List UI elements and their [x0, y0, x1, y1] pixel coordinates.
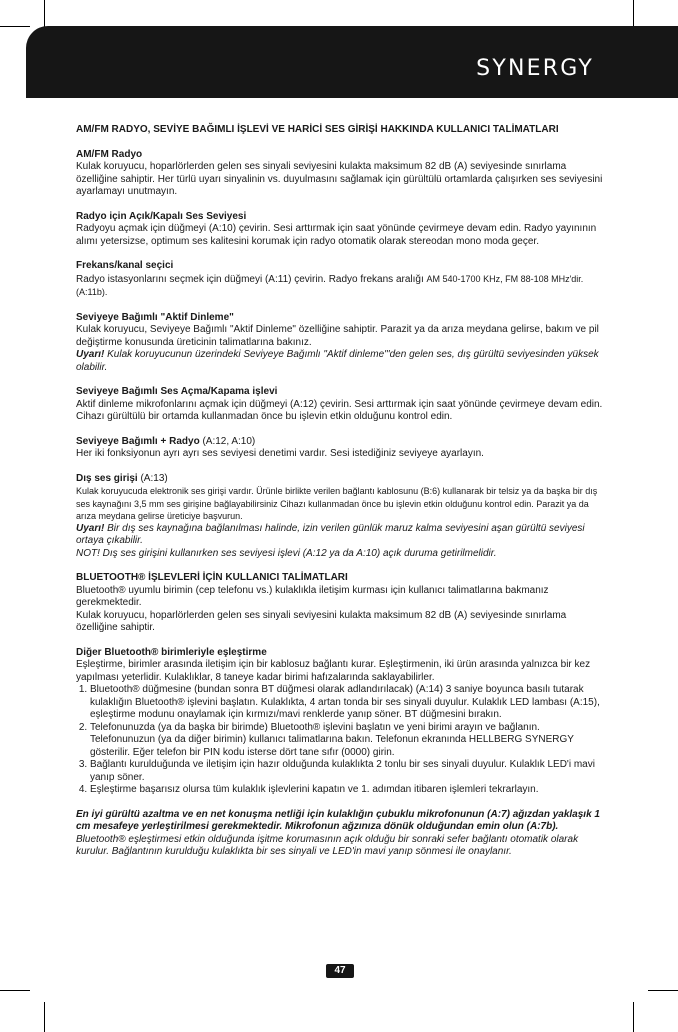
- emphasis-text: En iyi gürültü azaltma ve en net konuşma netliği için kulaklığın çubuklu mikrofonunun (A:7) ağızdan yaklaşık 1 cm mesafeye yerleştirilmesi gerekmektedir. Mikrofonun ağzınıza dönük olduğundan emin olun (A:7b).: [76, 808, 600, 832]
- section-text: [76, 273, 606, 300]
- section-text: Kulak koruyucuda elektronik ses girişi vardır. Ürünle birlikte verilen bağlantı kablosunu (B:6) kullanarak bir telsiz ya da başka bir dış ses kaynağını 3,5 mm ses girişine bağlayabilirsiniz Cihazı kullanmadan önce bu işlevin etkin olduğunu kontrol edin. Parazit ya da arıza meydana gelirse üreticiye başvurun.: [76, 486, 598, 521]
- section-text: Bluetooth® uyumlu birimin (cep telefonu vs.) kulaklıkla iletişim kurması için kullanıcı talimatlarına bakmanız gerekmektedir.: [76, 584, 549, 608]
- italic-text: Bluetooth® eşleştirmesi etkin olduğunda işitme korumasının açık olduğu bir sonraki sefer bağlantı otomatik olarak kurulur. Bağlantının kurulduğu kulaklıkta bir ses sinyali ve LED'in mavi yanıp sönmesi ile onaylanır.: [76, 833, 579, 857]
- section-frequency: [76, 260, 606, 300]
- note-text: NOT! Dış ses girişini kullanırken ses seviyesi işlevi (A:12 ya da A:10) açık duruma getirilmelidir.: [76, 547, 497, 559]
- list-item: 2. Telefonunuzda (ya da başka bir birimde) Bluetooth® işlevini başlatın ve yeni birimi arayın ve bağlanın. Telefonunuzun (ya da diğer birimin) kullanıcı talimatlarına bakın. Telefonun ekranında HELLBERG SYNERGY gösterilir. Eğer telefon bir PIN kodu isterse dört tane sıfır (0000) girin.: [90, 722, 606, 760]
- section-heading: BLUETOOTH® İŞLEVLERİ İÇİN KULLANICI TALİMATLARI: [76, 572, 348, 583]
- section-level-dependent: [76, 312, 606, 375]
- page-title: AM/FM RADYO, SEVİYE BAĞIMLI İŞLEVİ VE HARİCİ SES GİRİŞİ HAKKINDA KULLANICI TALİMATLARI: [76, 124, 559, 135]
- section-text: Aktif dinleme mikrofonlarını açmak için düğmeyi (A:12) çevirin. Sesi arttırmak için saat yönünde çevirmeye devam edin. Cihazı gürültülü bir ortamda kullanmadan önce bu işlevin etkin olduğunu kontrol edin.: [76, 398, 603, 422]
- section-heading: Radyo için Açık/Kapalı Ses Seviyesi: [76, 210, 247, 222]
- section-ext-input: [76, 473, 606, 561]
- section-heading: Diğer Bluetooth® birimleriyle eşleştirme: [76, 646, 267, 658]
- warning-text: [76, 349, 606, 374]
- section-heading: Seviyeye Bağımlı + Radyo: [76, 435, 200, 447]
- section-text: Eşleştirme, birimler arasında iletişim için bir kablosuz bağlantı kurar. Eşleştirmenin, iki ürün arasında yalnızca bir kez yapılması yeterlidir. Kulaklıklar, 8 taneye kadar birimi hafızalarında saklayabilirler.: [76, 659, 591, 683]
- section-radio-onoff: [76, 211, 606, 249]
- section-text: Kulak koruyucu, Seviyeye Bağımlı "Aktif Dinleme" özelliğine sahiptir. Parazit ya da arıza meydana gelirse, bakım ve pil değiştirme konusunda üreticinin talimatlarına bakınız.: [76, 324, 599, 348]
- list-item: 4. Eşleştirme başarısız olursa tüm kulaklık işlevlerini kapatın ve 1. adımdan itibaren işlemleri tekrarlayın.: [90, 784, 606, 797]
- section-am-fm: [76, 149, 606, 199]
- section-heading: Seviyeye Bağımlı Ses Açma/Kapama işlevi: [76, 386, 278, 397]
- warning-text: [76, 523, 606, 548]
- section-heading: Frekans/kanal seçici: [76, 260, 174, 271]
- section-heading: Seviyeye Bağımlı "Aktif Dinleme": [76, 311, 234, 323]
- section-level-onoff: [76, 386, 606, 424]
- warning-body: Kulak koruyucunun üzerindeki Seviyeye Bağımlı "Aktif dinleme"'den gelen ses, dış gürültü seviyesinden yüksek olabilir.: [76, 349, 599, 373]
- section-heading: AM/FM Radyo: [76, 148, 143, 160]
- list-item: 1. Bluetooth® düğmesine (bundan sonra BT düğmesi olarak adlandırılacak) (A:14) 3 saniye boyunca basılı tutarak kulaklığın Bluetooth® işlevini başlatın. Kulaklıkta, 4 artan tonda bir ses sinyali duyulur. Kulaklık LED lambası (A:15), eşleştirme modunu onaylamak için kırmızı/mavi renklerde yanıp söner. BT düğmesini bırakın.: [90, 684, 606, 722]
- section-pairing: [76, 647, 606, 797]
- brand-logo: SYNERGY: [476, 56, 594, 81]
- pairing-steps: [76, 684, 606, 797]
- crop-mark: [44, 1002, 45, 1032]
- list-item: 3. Bağlantı kurulduğunda ve iletişim için hazır olduğunda kulaklıkta 2 tonlu bir ses sinyali duyulur. Kulaklık LED'i mavi yanıp söner.: [90, 759, 606, 784]
- section-heading-line: [76, 473, 606, 486]
- frequency-text: Radyo istasyonlarını seçmek için düğmeyi (A:11) çevirin. Radyo frekans aralığı: [76, 273, 427, 285]
- section-text: Kulak koruyucu, hoparlörlerden gelen ses sinyali seviyesini kulakta maksimum 82 dB (A) seviyesinde sınırlama özelliğine sahiptir. Her türlü uyarı sinyalinin vs. duyulmasını sağlamak için gürültülü ortamlarda çalışırken ses seviyesini ayarlamayı unutmayın.: [76, 161, 603, 197]
- section-heading: Dış ses girişi: [76, 472, 138, 484]
- section-text: Kulak koruyucu, hoparlörlerden gelen ses sinyali seviyesini kulakta maksimum 82 dB (A) seviyesinde sınırlama özelliğine sahiptir.: [76, 609, 567, 633]
- section-level-radio: [76, 436, 606, 461]
- crop-mark: [0, 990, 30, 991]
- section-heading-line: [76, 436, 606, 449]
- document-body: [76, 124, 606, 871]
- header-band: [26, 26, 678, 98]
- section-text: Her iki fonksiyonun ayrı ayrı ses seviyesi denetimi vardır. Sesi istediğiniz seviyeye ayarlayın.: [76, 448, 484, 459]
- section-final: [76, 809, 606, 859]
- warning-label: Uyarı!: [76, 349, 105, 360]
- page-number: 47: [326, 964, 354, 978]
- section-text: Radyoyu açmak için düğmeyi (A:10) çevirin. Sesi arttırmak için saat yönünde çevirmeye devam edin. Radyo yayınının alımı yetersizse, optimum ses kalitesini korumak için radyo otomatik olarak stereodan mono moda geçer.: [76, 223, 597, 247]
- warning-body: Bir dış ses kaynağına bağlanılması halinde, izin verilen günlük maruz kalma seviyesini aşan gürültü seviyesi ortaya çıkabilir.: [76, 522, 585, 546]
- heading-suffix: (A:13): [137, 472, 168, 484]
- crop-mark: [0, 26, 30, 27]
- crop-mark: [633, 1002, 634, 1032]
- frequency-range: AM 540-1700 KHz, FM 88-108 MHz'dir. (A:11b).: [76, 273, 584, 297]
- warning-label: Uyarı!: [76, 522, 105, 534]
- crop-mark: [648, 990, 678, 991]
- section-bluetooth: [76, 572, 606, 635]
- heading-suffix: (A:12, A:10): [199, 435, 256, 447]
